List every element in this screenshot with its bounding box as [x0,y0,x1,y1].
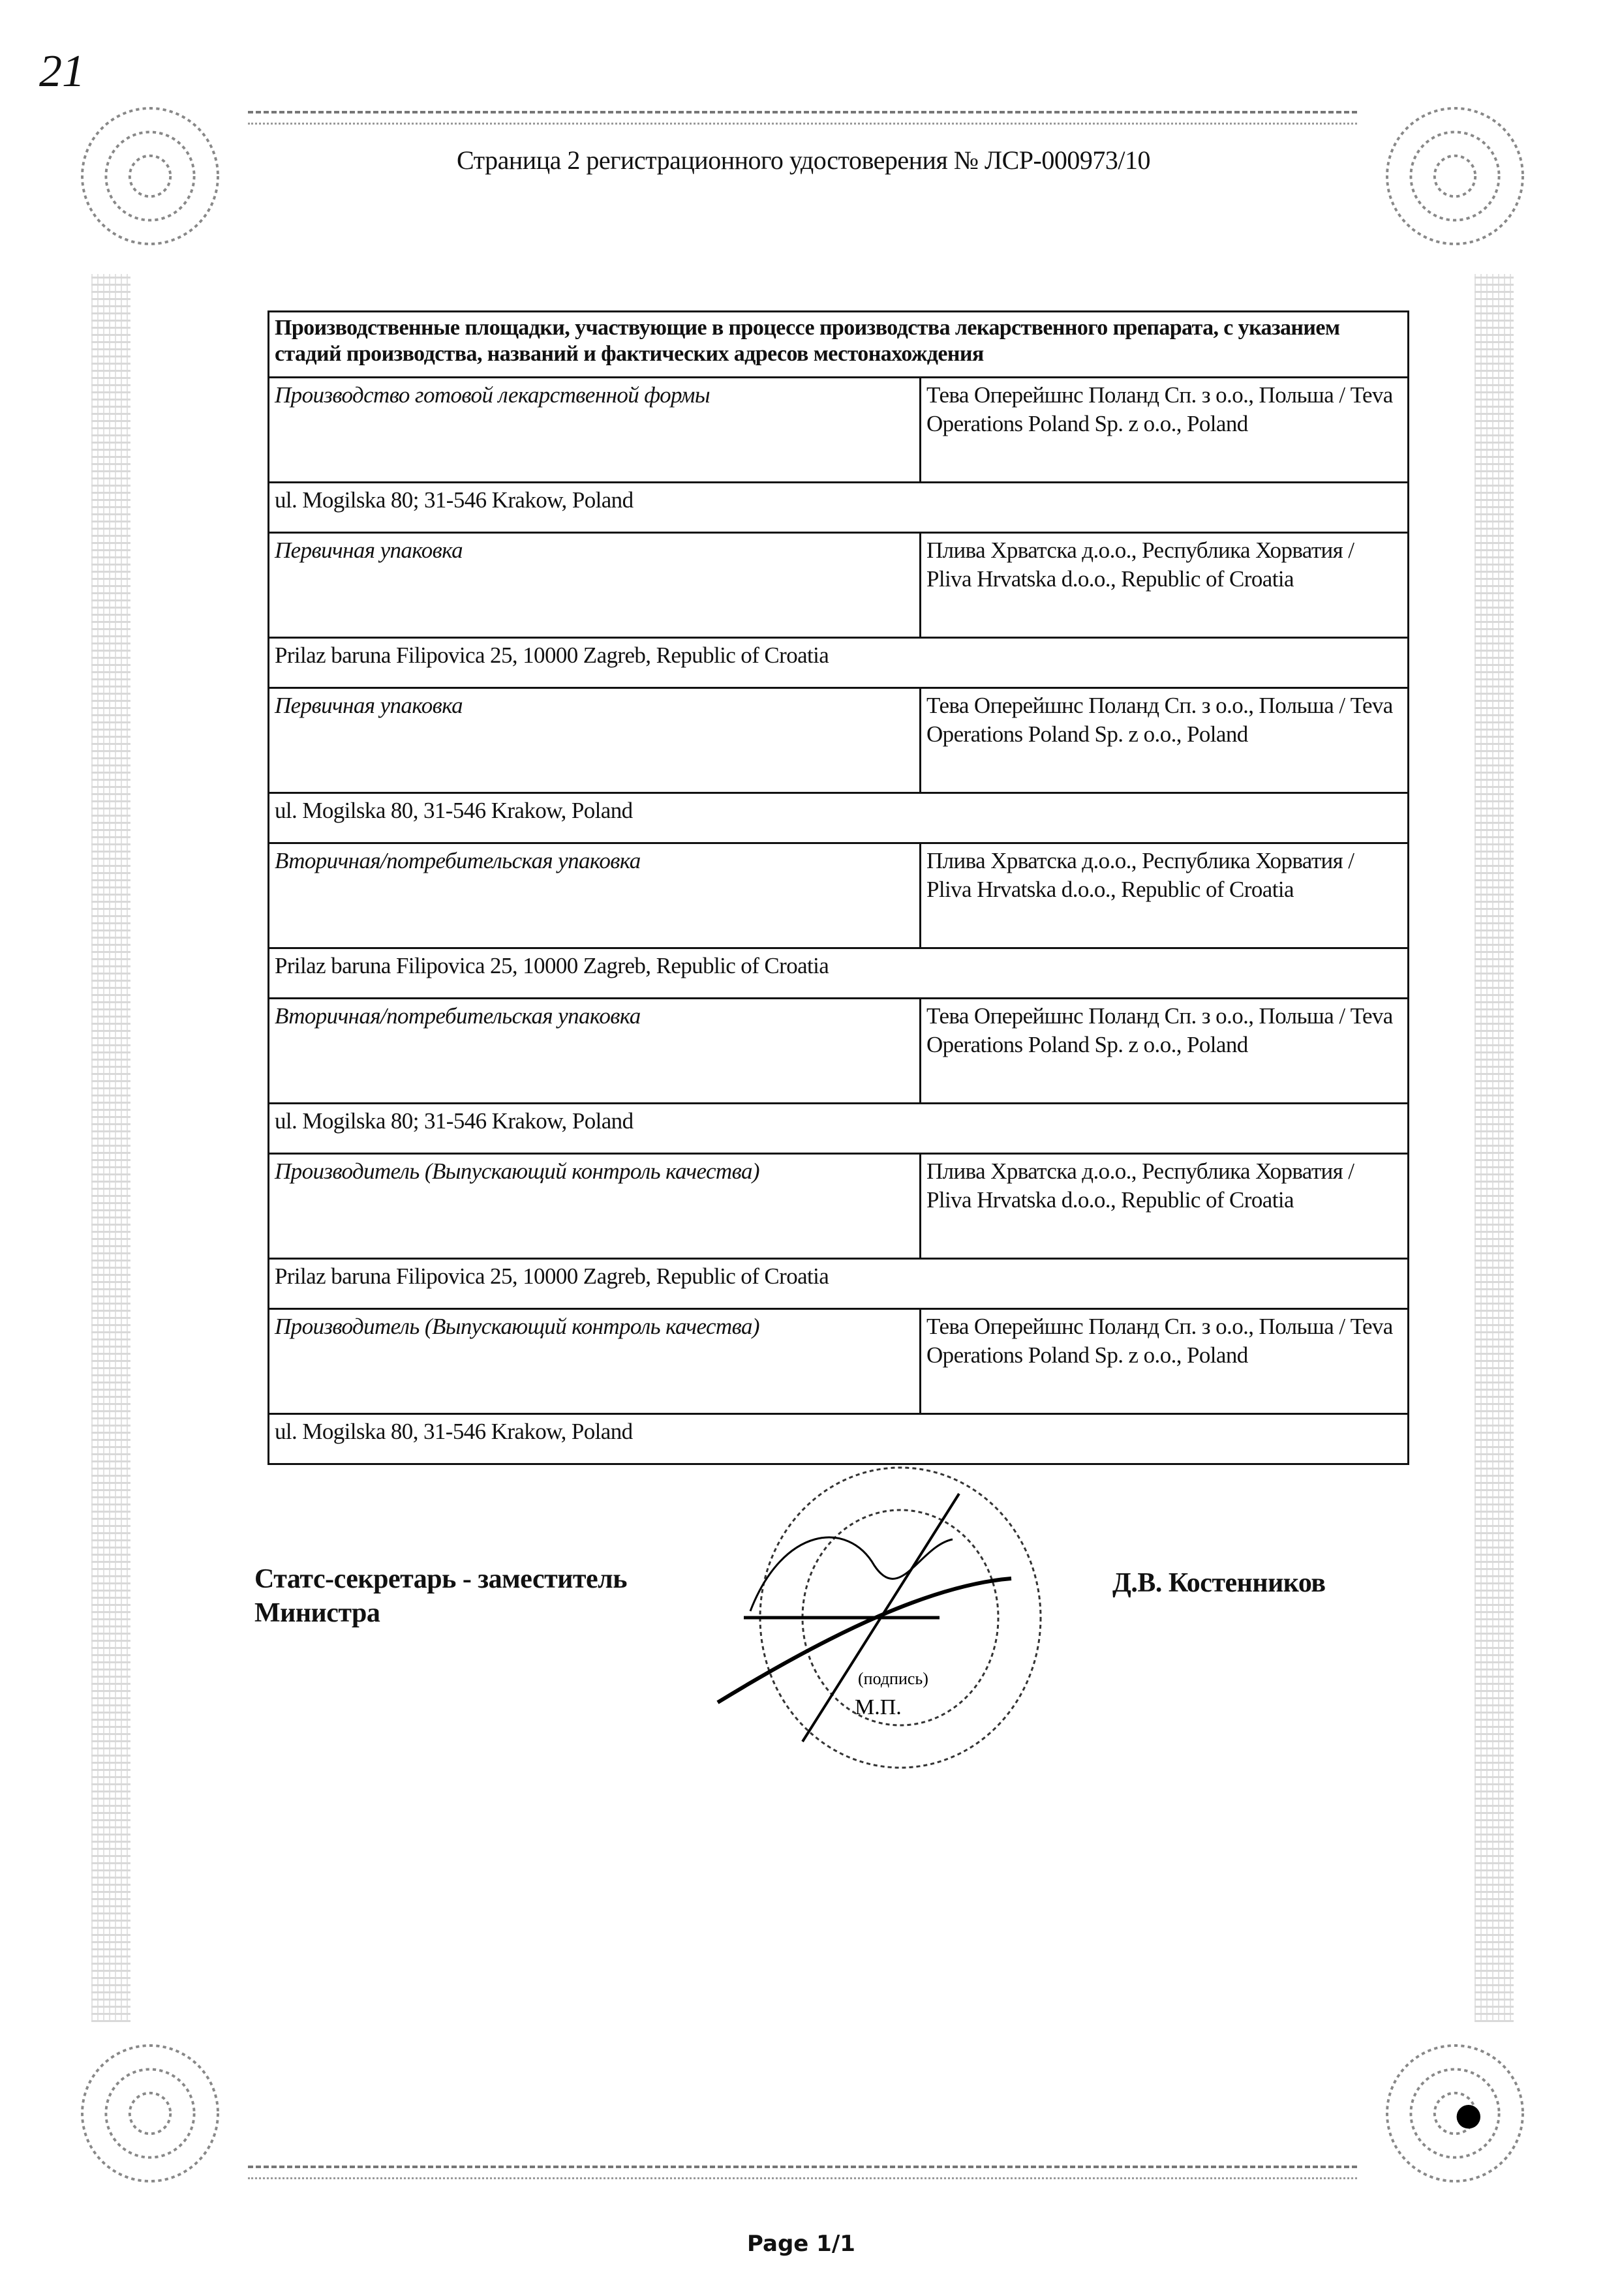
signatory-name: Д.В. Костенников [1112,1568,1326,1598]
table-row [269,378,1409,483]
corner-rosette-icon [65,2029,235,2198]
company-name: Плива Хрватска д.о.о., Республика Хорватия / Pliva Hrvatska d.o.o., Republic of Croatia [921,1154,1409,1259]
sign-label: (подпись) [858,1669,928,1688]
border-top-ornament [248,111,1357,125]
address-row [269,483,1409,533]
corner-rosette-icon [1370,91,1540,261]
site-address: ul. Mogilska 80, 31-546 Krakow, Poland [269,1414,1409,1464]
production-stage: Первичная упаковка [269,533,921,638]
manufacturing-sites-table [268,310,1409,1465]
site-address: Prilaz baruna Filipovica 25, 10000 Zagreb, Republic of Croatia [269,638,1409,688]
table-row [269,688,1409,793]
company-name: Тева Оперейшнс Поланд Сп. з о.о., Польша / Teva Operations Poland Sp. z o.o., Poland [921,688,1409,793]
address-row [269,793,1409,843]
table-row [269,1154,1409,1259]
site-address: ul. Mogilska 80; 31-546 Krakow, Poland [269,1104,1409,1154]
signatory-position-line1: Статс-секретарь - заместитель [254,1564,627,1594]
address-row [269,1104,1409,1154]
signatory-position [254,1562,627,1630]
company-name: Плива Хрватска д.о.о., Республика Хорватия / Pliva Hrvatska d.o.o., Republic of Croatia [921,843,1409,948]
company-name: Плива Хрватска д.о.о., Республика Хорватия / Pliva Hrvatska d.o.o., Republic of Croatia [921,533,1409,638]
border-right-ornament [1475,274,1514,2022]
page-footer: Page 1/1 [747,2231,855,2257]
table-header-row [269,312,1409,378]
page-title: Страница 2 регистрационного удостоверения № ЛСР-000973/10 [457,145,1150,175]
company-name: Тева Оперейшнс Поланд Сп. з о.о., Польша / Teva Operations Poland Sp. z o.o., Poland [921,378,1409,483]
company-name: Тева Оперейшнс Поланд Сп. з о.о., Польша / Teva Operations Poland Sp. z o.o., Poland [921,999,1409,1104]
table-row [269,533,1409,638]
production-stage: Производство готовой лекарственной формы [269,378,921,483]
corner-rosette-icon [1370,2029,1540,2198]
border-left-ornament [91,274,130,2022]
handwritten-page-mark: 21 [39,46,85,97]
production-stage: Вторичная/потребительская упаковка [269,843,921,948]
address-row [269,1259,1409,1309]
address-row [269,638,1409,688]
site-address: Prilaz baruna Filipovica 25, 10000 Zagreb, Republic of Croatia [269,1259,1409,1309]
table-row [269,1309,1409,1414]
border-bottom-ornament [248,2166,1357,2179]
production-stage: Первичная упаковка [269,688,921,793]
official-stamp-with-signature [705,1435,1070,1787]
site-address: ul. Mogilska 80; 31-546 Krakow, Poland [269,483,1409,533]
corner-rosette-icon [65,91,235,261]
table-header: Производственные площадки, участвующие в процессе производства лекарственного препарата, с указанием стадий производства, названий и фактических адресов местонахождения [269,312,1409,378]
site-address: ul. Mogilska 80, 31-546 Krakow, Poland [269,793,1409,843]
production-stage: Производитель (Выпускающий контроль качества) [269,1154,921,1259]
site-address: Prilaz baruna Filipovica 25, 10000 Zagreb, Republic of Croatia [269,948,1409,999]
stamp-label: М.П. [855,1695,902,1719]
signatory-position-line2: Министра [254,1598,380,1628]
company-name: Тева Оперейшнс Поланд Сп. з о.о., Польша / Teva Operations Poland Sp. z o.o., Poland [921,1309,1409,1414]
table-row [269,999,1409,1104]
production-stage: Производитель (Выпускающий контроль качества) [269,1309,921,1414]
table-row [269,843,1409,948]
address-row [269,948,1409,999]
production-stage: Вторичная/потребительская упаковка [269,999,921,1104]
